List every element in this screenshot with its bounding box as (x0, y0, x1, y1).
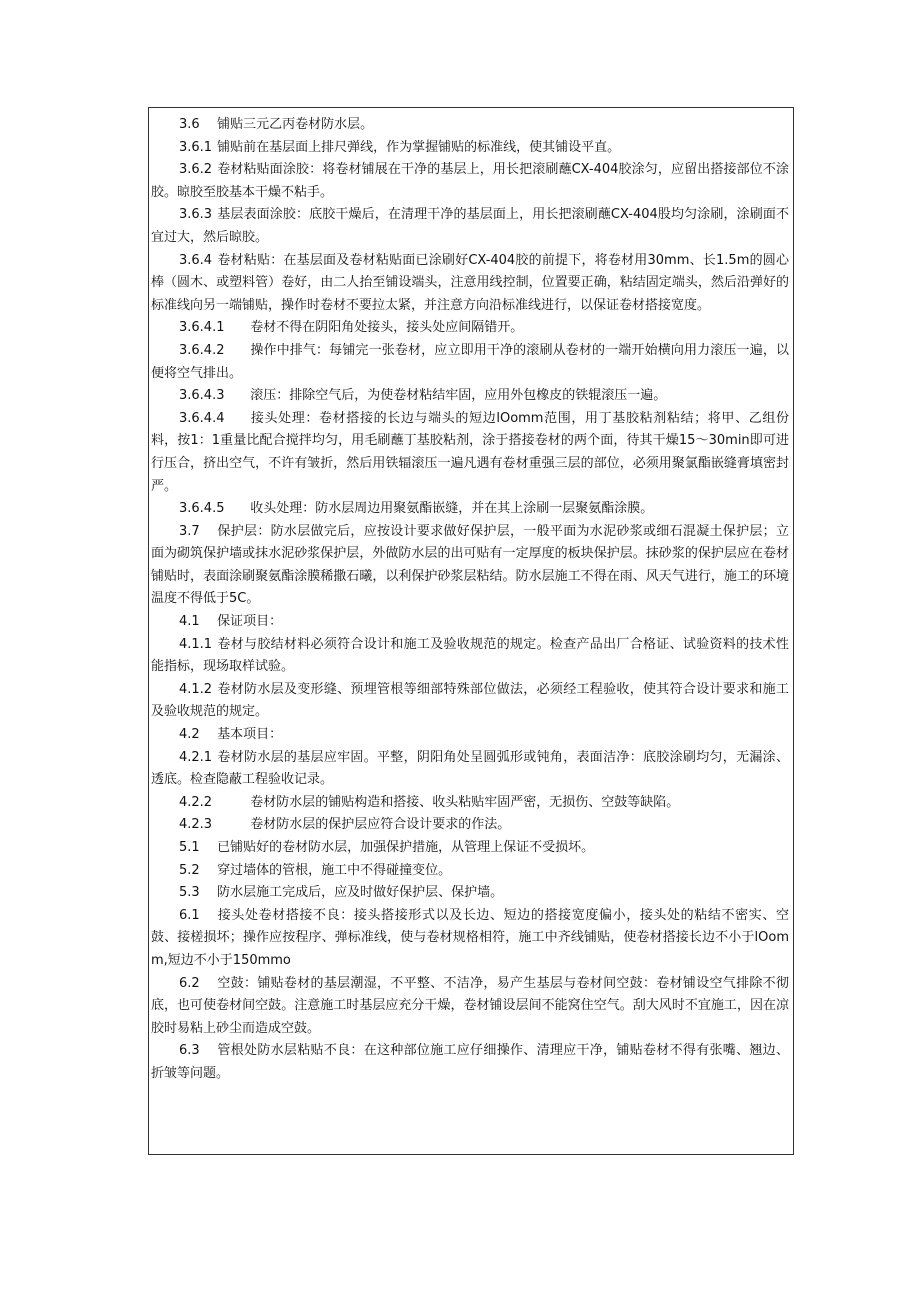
paragraph-3-6: 3.6 铺贴三元乙丙卷材防水层。 (179, 117, 374, 132)
paragraph-6-1: 6.1 接头处卷材搭接不良：接头搭接形式以及长边、短边的搭接宽度偏小，接头处的粘结不密实、空鼓、接槎损坏；操作应按程序、弹标准线，使与卷材规格相符，施工中齐线铺贴，使卷材搭接长边不小于lOomm,短边不小于150mmo (151, 907, 789, 968)
paragraph-3-6-4-5: 3.6.4.5 收头处理：防水层周边用聚氨酯嵌缝，并在其上涂刷一层聚氨酯涂膜。 (179, 501, 654, 517)
paragraph-3-6-4-1: 3.6.4.1 卷材不得在阴阳角处接头，接头处应间隔错开。 (179, 320, 524, 336)
paragraph-5-1: 5.1 已铺贴好的卷材防水层，加强保护措施，从管理上保证不受损坏。 (179, 840, 595, 855)
document-frame (148, 107, 794, 1155)
paragraph-4-2-2: 4.2.2 卷材防水层的铺贴构造和搭接、收头粘贴牢固严密，无损伤、空鼓等缺陷。 (179, 794, 680, 810)
paragraph-3-6-4-4: 3.6.4.4 接头处理：卷材搭接的长边与端头的短边lOomm范围，用丁基胶粘剂粘结；将甲、乙组份料，按1：1重量比配合搅拌均匀，用毛刷蘸丁基胶粘剂，涂于搭接卷材的两个面，待其干燥15～30min即可进行压合，挤出空气，不许有皱折，然后用铁辐滚压一遍凡遇有卷材重强三层的部位，必须用聚氯酯嵌缝膏填密封严。 (151, 410, 789, 494)
paragraph-6-3: 6.3 管根处防水层粘贴不良：在这种部位施工应仔细操作、清理应干净，铺贴卷材不得有张嘴、翘边、折皱等问题。 (151, 1043, 789, 1081)
paragraph-3-6-1: 3.6.1 铺贴前在基层面上排尺弹线，作为掌握铺贴的标准线，使其铺设平直。 (179, 139, 621, 155)
paragraph-4-1-2: 4.1.2 卷材防水层及变形缝、预埋管根等细部特殊部位做法，必须经工程验收，使其符合设计要求和施工及验收规范的规定。 (151, 681, 789, 720)
paragraph-3-6-4-2: 3.6.4.2 操作中排气：每铺完一张卷材，应立即用干净的滚刷从卷材的一端开始横向用力滚压一遍，以便将空气排出。 (151, 342, 789, 381)
paragraph-4-2-3: 4.2.3 卷材防水层的保护层应符合设计要求的作法。 (179, 817, 511, 833)
paragraph-3-6-4: 3.6.4 卷材粘贴：在基层面及卷材粘贴面已涂刷好CX-404胶的前提下，将卷材用30mm、长1.5m的圆心棒（圆木、或塑料管）卷好，由二人抬至铺设端头，注意用线控制，位置要正确，粘结固定端头，然后沿弹好的标准线向另一端铺贴，操作时卷材不要拉太紧，并注意方向沿标准线进行，以保证卷材搭接宽度。 (151, 252, 789, 313)
paragraph-4-2: 4.2 基本项目： (179, 727, 283, 743)
paragraph-4-2-1: 4.2.1 卷材防水层的基层应牢固。平整，阴阳角处呈圆弧形或钝角，表面洁净：底胶涂刷均匀，无漏涂、透底。检查隐蔽工程验收记录。 (151, 749, 789, 788)
paragraph-3-6-3: 3.6.3 基层表面涂胶：底胶干燥后，在清理干净的基层面上，用长把滚刷蘸CX-404股均匀涂刷，涂刷面不宜过大，然后晾胶。 (151, 207, 789, 245)
document-body (151, 114, 789, 1086)
paragraph-4-1: 4.1 保证项目： (179, 614, 283, 630)
paragraph-3-7: 3.7 保护层：防水层做完后，应按设计要求做好保护层，一般平面为水泥砂浆或细石混凝土保护层；立面为砌筑保护墙或抹水泥砂浆保护层，外做防水层的出可贴有一定厚度的板块保护层。抹砂浆的保护层应在卷材铺贴时，表面涂刷聚氨酯涂膜稀撒石曦，以利保护砂浆层粘结。防水层施工不得在雨、风天气进行，施工的环境温度不得低于5C。 (151, 523, 789, 607)
paragraph-3-6-2: 3.6.2 卷材粘贴面涂胶：将卷材铺展在干净的基层上，用长把滚刷蘸CX-404胶涂匀，应留出搭接部位不涂胶。晾胶至胶基本干燥不粘手。 (151, 162, 789, 200)
paragraph-4-1-1: 4.1.1 卷材与胶结材料必须符合设计和施工及验收规范的规定。检查产品出厂合格证、试验资料的技术性能指标，现场取样试验。 (151, 636, 789, 675)
paragraph-5-3: 5.3 防水层施工完成后，应及时做好保护层、保护墙。 (179, 885, 504, 901)
paragraph-5-2: 5.2 穿过墙体的管根，施工中不得碰撞变位。 (179, 862, 452, 878)
paragraph-3-6-4-3: 3.6.4.3 滚压：排除空气后，为使卷材粘结牢固，应用外包橡皮的铁辊滚压一遍。 (179, 388, 667, 404)
paragraph-6-2: 6.2 空鼓：铺贴卷材的基层潮湿，不平整、不洁净，易产生基层与卷材间空鼓：卷材铺设空气排除不彻底，也可使卷材间空鼓。注意施工时基层应充分干燥，卷材铺设层间不能窝住空气。刮大风时不宜施工，因在凉胶时易粘上砂尘而造成空鼓。 (151, 975, 789, 1036)
